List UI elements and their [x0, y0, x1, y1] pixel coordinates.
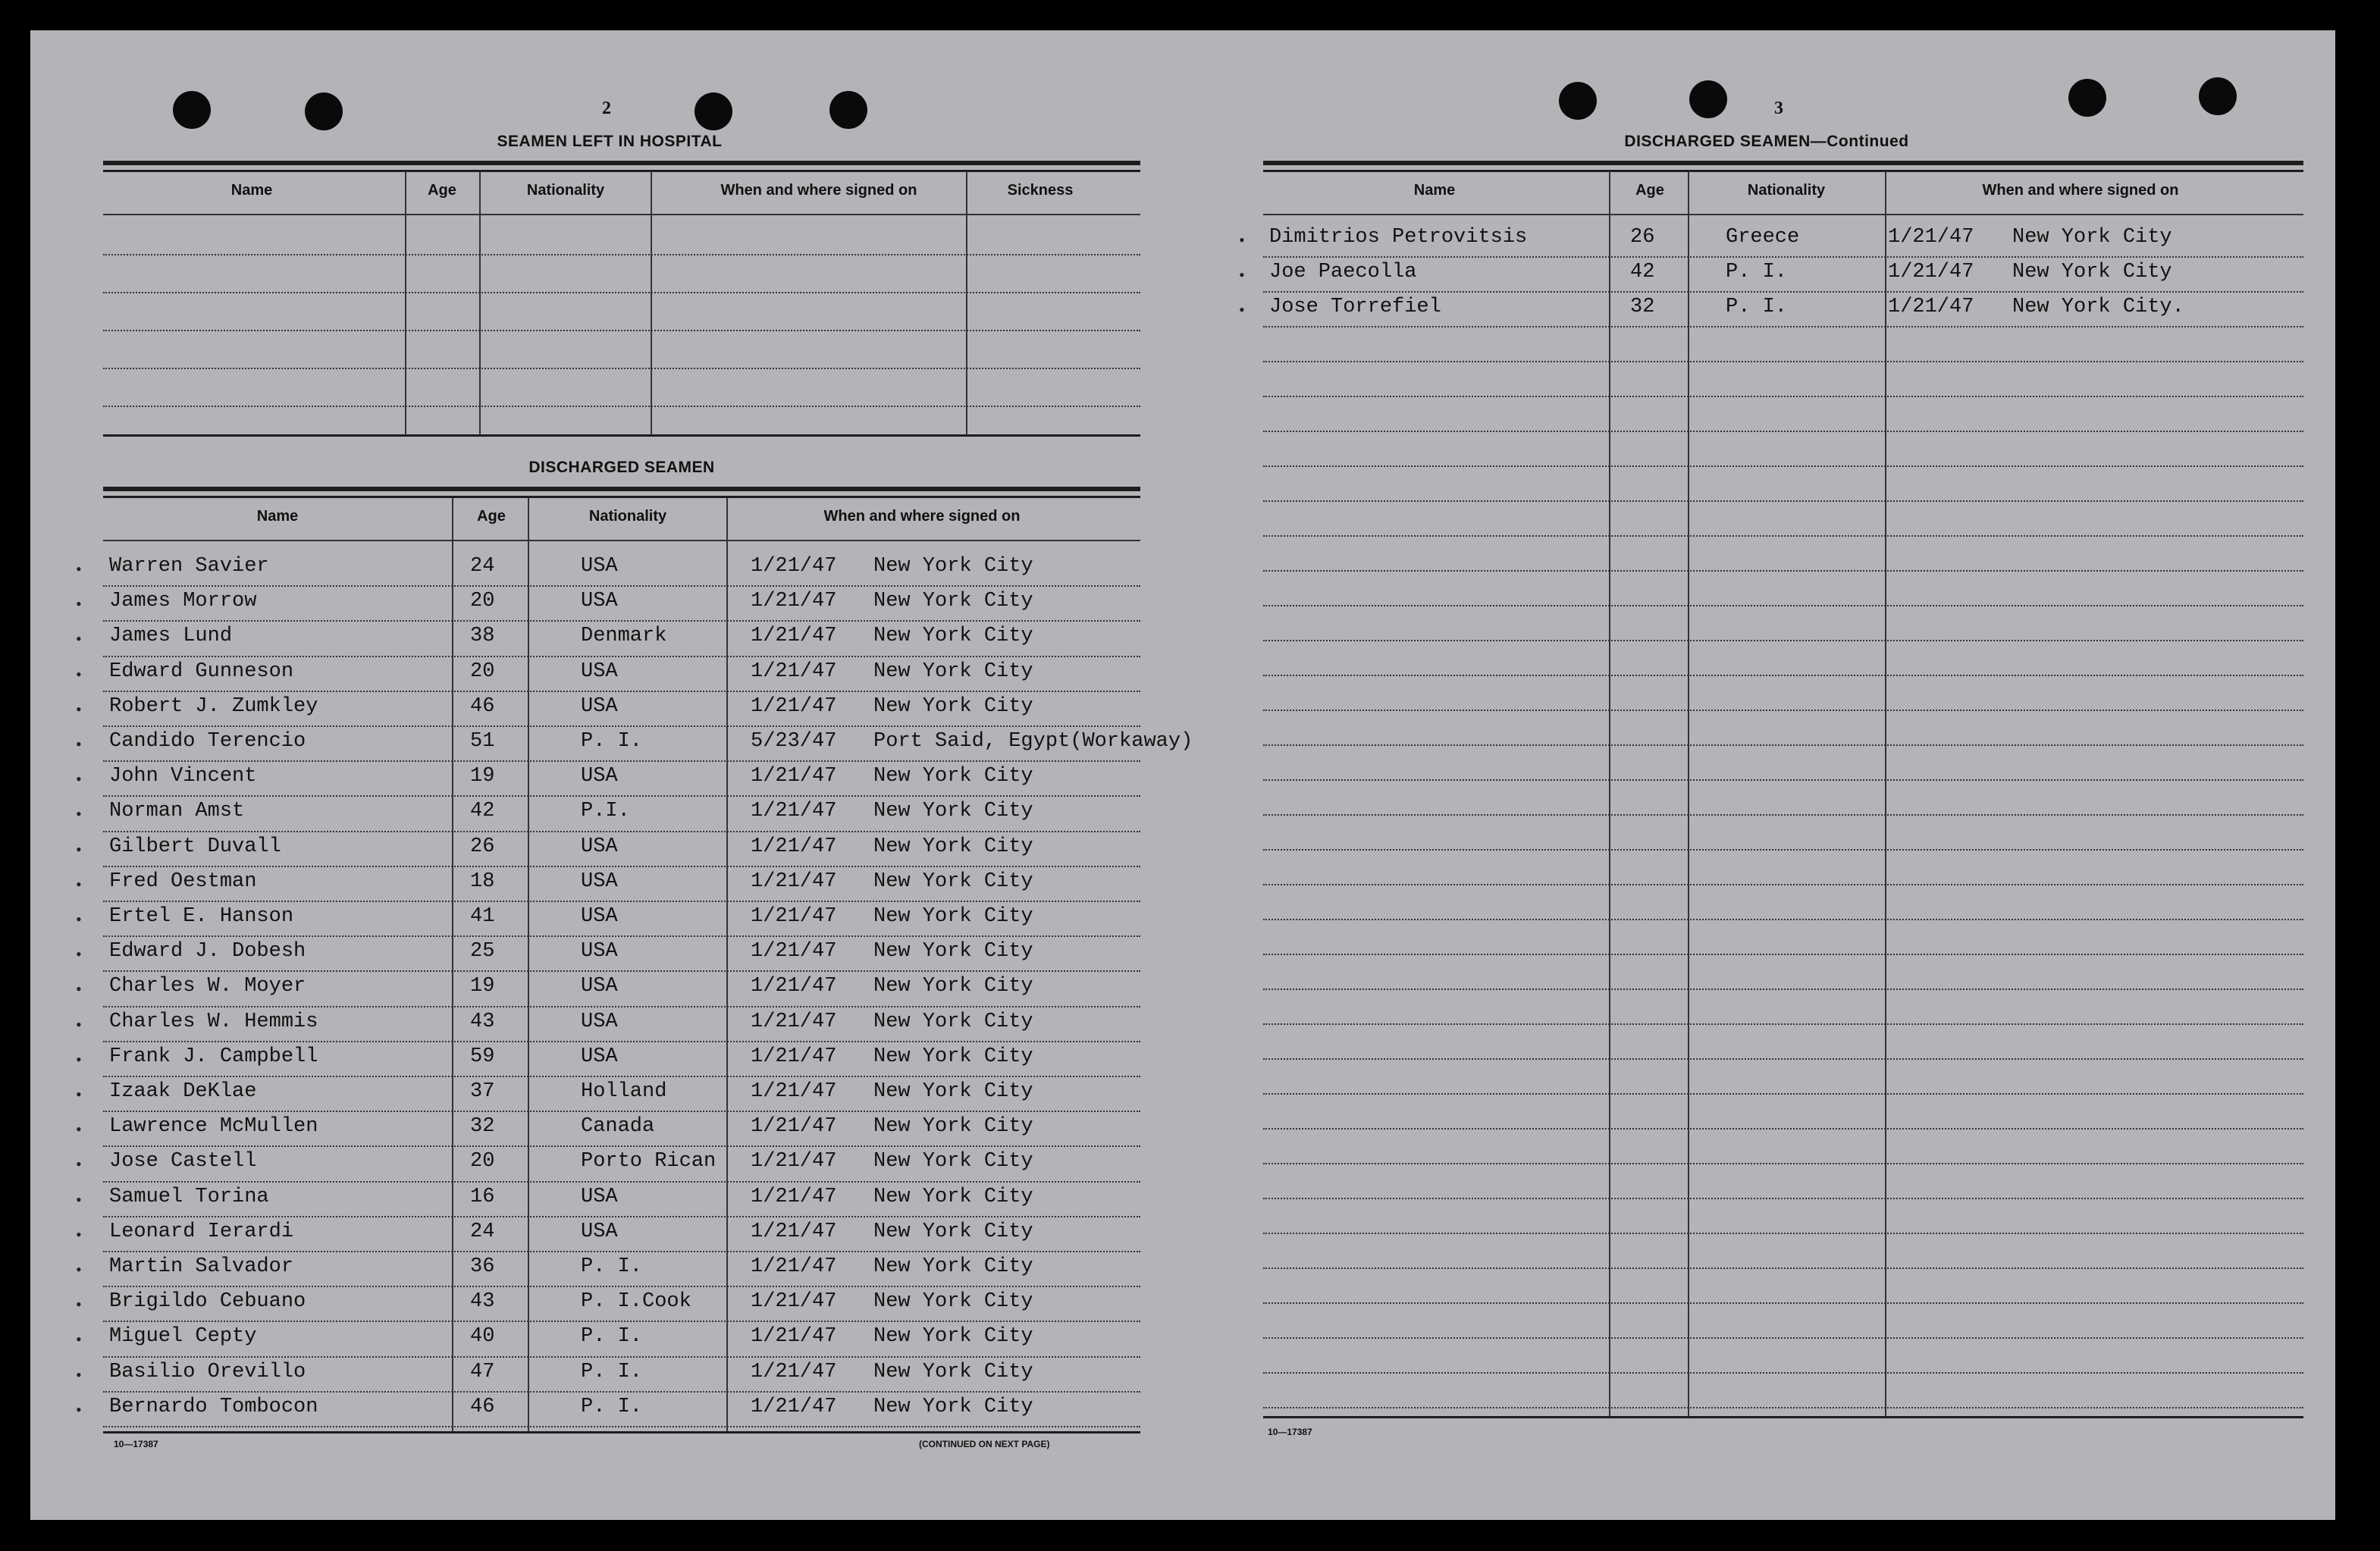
row-line: [103, 585, 1140, 587]
row-tick-mark: •: [76, 1260, 82, 1279]
cell-age: 19: [470, 765, 495, 788]
cell-date: 1/21/47: [751, 1255, 837, 1278]
cell-name: Ertel E. Hanson: [109, 905, 294, 928]
cell-date: 1/21/47: [751, 1290, 837, 1314]
cell-date: 1/21/47: [751, 1185, 837, 1208]
cell-nationality: USA: [581, 905, 618, 928]
cell-date: 1/21/47: [1888, 226, 1974, 249]
cell-name: Warren Savier: [109, 555, 269, 578]
cell-nationality: USA: [581, 1220, 618, 1243]
cell-name: James Lund: [109, 625, 233, 648]
row-line: [103, 292, 1140, 293]
row-tick-mark: •: [76, 629, 82, 649]
row-line: [103, 1111, 1140, 1112]
col-header-age: Age: [477, 508, 506, 525]
cell-name: Charles W. Moyer: [109, 975, 306, 998]
cell-nationality: USA: [581, 765, 618, 788]
cell-date: 1/21/47: [751, 1325, 837, 1349]
cell-nationality: Holland: [581, 1080, 667, 1103]
row-line: [103, 1006, 1140, 1007]
col-divider: [528, 497, 529, 1431]
cell-age: 20: [470, 590, 495, 613]
row-line: [103, 760, 1140, 762]
cell-place: New York City: [873, 1115, 1033, 1139]
cell-nationality: P. I.: [581, 730, 643, 753]
cell-nationality: USA: [581, 1185, 618, 1208]
row-line: [103, 1251, 1140, 1252]
cell-place: New York City: [873, 1255, 1033, 1278]
rule: [103, 496, 1140, 498]
cell-place: New York City: [873, 765, 1033, 788]
cell-nationality: USA: [581, 694, 618, 718]
col-divider: [1609, 171, 1610, 1416]
page-number-left: 2: [602, 99, 611, 118]
cell-place: New York City: [873, 590, 1033, 613]
cell-place: New York City: [873, 1150, 1033, 1173]
cell-age: 18: [470, 870, 495, 893]
cell-name: Brigildo Cebuano: [109, 1290, 306, 1314]
row-line: [1263, 431, 2303, 432]
bottom-rule: [103, 1431, 1140, 1434]
row-line: [1263, 605, 2303, 606]
discharged-section-title: DISCHARGED SEAMEN: [528, 459, 715, 476]
cell-date: 1/21/47: [751, 835, 837, 858]
cell-date: 1/21/47: [751, 765, 837, 788]
row-line: [103, 691, 1140, 692]
row-line: [103, 1286, 1140, 1287]
form-number-right: 10—17387: [1268, 1427, 1312, 1437]
col-divider: [452, 497, 453, 1431]
cell-age: 37: [470, 1080, 495, 1103]
col-header-sickness: Sickness: [1007, 182, 1074, 199]
cell-place: Port Said, Egypt(Workaway): [873, 730, 1193, 753]
row-line: [1263, 849, 2303, 851]
cell-date: 1/21/47: [751, 1150, 837, 1173]
cell-nationality: USA: [581, 975, 618, 998]
cell-name: Martin Salvador: [109, 1255, 294, 1278]
cell-nationality: P. I.Cook: [581, 1290, 691, 1314]
row-line: [1263, 1302, 2303, 1304]
cell-place: New York City: [873, 800, 1033, 823]
cell-date: 1/21/47: [751, 940, 837, 964]
row-tick-mark: •: [76, 1049, 82, 1069]
col-header-name: Name: [1413, 182, 1456, 199]
cell-place: New York City: [873, 1360, 1033, 1383]
cell-date: 1/21/47: [751, 1080, 837, 1103]
cell-nationality: P. I.: [1726, 261, 1788, 284]
cell-name: Gilbert Duvall: [109, 835, 281, 858]
continued-section-title: DISCHARGED SEAMEN—Continued: [1624, 133, 1909, 150]
row-tick-mark: •: [76, 1085, 82, 1104]
cell-name: Edward Gunneson: [109, 660, 294, 683]
cell-name: Frank J. Campbell: [109, 1045, 318, 1068]
cell-place: New York City.: [2012, 296, 2184, 318]
cell-place: New York City: [873, 1290, 1033, 1314]
cell-age: 26: [470, 835, 495, 858]
row-line: [103, 831, 1140, 832]
row-tick-mark: •: [76, 839, 82, 859]
cell-age: 20: [470, 1150, 495, 1173]
cell-date: 1/21/47: [751, 694, 837, 718]
cell-age: 26: [1630, 226, 1655, 249]
cell-date: 1/21/47: [751, 660, 837, 683]
cell-date: 1/21/47: [751, 625, 837, 648]
top-rule: [103, 161, 1140, 165]
col-divider: [1688, 171, 1689, 1416]
row-line: [1263, 291, 2303, 293]
row-tick-mark: •: [76, 1399, 82, 1419]
punch-hole: [695, 92, 732, 130]
row-line: [1263, 361, 2303, 362]
cell-nationality: Porto Rican: [581, 1150, 717, 1173]
cell-place: New York City: [873, 1325, 1033, 1349]
cell-age: 38: [470, 625, 495, 648]
col-divider: [479, 171, 481, 435]
cell-nationality: P. I.: [581, 1360, 643, 1383]
row-line: [1263, 954, 2303, 955]
punch-hole: [2199, 77, 2237, 115]
cell-age: 32: [1630, 296, 1655, 318]
row-line: [103, 1041, 1140, 1042]
cell-age: 46: [470, 1395, 495, 1418]
row-line: [1263, 570, 2303, 572]
row-line: [1263, 326, 2303, 327]
cell-name: James Morrow: [109, 590, 257, 613]
cell-date: 1/21/47: [751, 590, 837, 613]
cell-nationality: Greece: [1726, 226, 1800, 249]
row-line: [1263, 640, 2303, 641]
row-line: [103, 935, 1140, 937]
cell-date: 1/21/47: [751, 870, 837, 893]
row-line: [103, 970, 1140, 972]
row-tick-mark: •: [1239, 300, 1245, 319]
cell-age: 32: [470, 1115, 495, 1139]
header-underline: [1263, 214, 2303, 215]
cell-nationality: USA: [581, 835, 618, 858]
row-line: [103, 254, 1140, 255]
cell-place: New York City: [873, 1185, 1033, 1208]
punch-hole: [2068, 79, 2106, 117]
row-line: [103, 406, 1140, 407]
row-line: [103, 368, 1140, 369]
cell-nationality: USA: [581, 590, 618, 613]
row-tick-mark: •: [76, 735, 82, 754]
cell-age: 36: [470, 1255, 495, 1278]
col-header-nationality: Nationality: [526, 182, 605, 199]
row-line: [1263, 535, 2303, 537]
form-number-left: 10—17387: [114, 1439, 158, 1449]
col-header-signed-on: When and where signed on: [823, 508, 1021, 525]
scanned-document: [30, 30, 2335, 1520]
cell-age: 24: [470, 555, 495, 578]
cell-age: 25: [470, 940, 495, 964]
cell-age: 47: [470, 1360, 495, 1383]
cell-name: Izaak DeKlae: [109, 1080, 257, 1103]
cell-name: Bernardo Tombocon: [109, 1395, 318, 1418]
cell-date: 5/23/47: [751, 730, 837, 753]
row-line: [1263, 1233, 2303, 1234]
row-line: [1263, 500, 2303, 502]
cell-place: New York City: [873, 1220, 1033, 1243]
row-line: [103, 620, 1140, 622]
row-tick-mark: •: [76, 1224, 82, 1244]
row-line: [1263, 884, 2303, 885]
row-tick-mark: •: [76, 664, 82, 684]
cell-age: 46: [470, 694, 495, 718]
rule: [1263, 170, 2303, 172]
row-line: [103, 901, 1140, 902]
col-header-age: Age: [1635, 182, 1664, 199]
row-tick-mark: •: [76, 594, 82, 614]
cell-place: New York City: [873, 555, 1033, 578]
row-line: [103, 1426, 1140, 1427]
row-tick-mark: •: [76, 559, 82, 578]
cell-date: 1/21/47: [1888, 296, 1974, 318]
page-number-right: 3: [1774, 99, 1783, 118]
row-line: [1263, 1128, 2303, 1130]
punch-hole: [173, 91, 211, 129]
cell-name: Leonard Ierardi: [109, 1220, 294, 1243]
row-line: [1263, 1407, 2303, 1408]
row-tick-mark: •: [76, 945, 82, 964]
row-line: [1263, 1198, 2303, 1199]
row-line: [103, 866, 1140, 867]
cell-date: 1/21/47: [751, 1220, 837, 1243]
col-header-signed-on: When and where signed on: [1982, 182, 2179, 199]
cell-name: Fred Oestman: [109, 870, 257, 893]
cell-nationality: USA: [581, 1045, 618, 1068]
col-header-name: Name: [256, 508, 299, 525]
row-line: [103, 1181, 1140, 1183]
row-line: [103, 1356, 1140, 1358]
cell-place: New York City: [873, 835, 1033, 858]
cell-age: 42: [1630, 261, 1655, 284]
bottom-rule: [103, 434, 1140, 437]
cell-nationality: P.I.: [581, 800, 630, 823]
cell-place: New York City: [873, 870, 1033, 893]
row-line: [1263, 744, 2303, 746]
cell-place: New York City: [873, 905, 1033, 928]
cell-date: 1/21/47: [751, 1360, 837, 1383]
col-divider: [405, 171, 406, 435]
cell-date: 1/21/47: [751, 1045, 837, 1068]
row-line: [1263, 814, 2303, 816]
cell-age: 43: [470, 1290, 495, 1314]
cell-age: 42: [470, 800, 495, 823]
cell-place: New York City: [2012, 261, 2172, 284]
row-line: [103, 330, 1140, 331]
cell-nationality: P. I.: [581, 1395, 643, 1418]
cell-nationality: P. I.: [581, 1325, 643, 1349]
cell-date: 1/21/47: [751, 1395, 837, 1418]
cell-place: New York City: [873, 660, 1033, 683]
cell-age: 19: [470, 975, 495, 998]
cell-age: 43: [470, 1010, 495, 1033]
row-tick-mark: •: [76, 1155, 82, 1174]
cell-name: Miguel Cepty: [109, 1325, 257, 1349]
cell-place: New York City: [2012, 226, 2172, 249]
col-divider: [1885, 171, 1886, 1416]
cell-nationality: Canada: [581, 1115, 655, 1139]
cell-name: Robert J. Zumkley: [109, 694, 318, 718]
punch-hole: [1689, 80, 1727, 118]
row-line: [103, 795, 1140, 797]
row-line: [1263, 710, 2303, 711]
cell-nationality: USA: [581, 1010, 618, 1033]
rule: [103, 170, 1140, 172]
cell-age: 59: [470, 1045, 495, 1068]
punch-hole: [305, 92, 343, 130]
cell-nationality: P. I.: [1726, 296, 1788, 318]
header-underline: [103, 540, 1140, 541]
row-line: [1263, 465, 2303, 467]
row-line: [1263, 1372, 2303, 1374]
row-line: [1263, 989, 2303, 990]
row-tick-mark: •: [76, 769, 82, 789]
col-header-name: Name: [230, 182, 273, 199]
col-divider: [726, 497, 728, 1431]
cell-age: 20: [470, 660, 495, 683]
row-tick-mark: •: [76, 1330, 82, 1349]
cell-nationality: Denmark: [581, 625, 667, 648]
col-header-signed-on: When and where signed on: [720, 182, 917, 199]
cell-name: Norman Amst: [109, 800, 245, 823]
top-rule: [1263, 161, 2303, 165]
row-tick-mark: •: [1239, 265, 1245, 284]
cell-age: 41: [470, 905, 495, 928]
row-line: [103, 1076, 1140, 1077]
cell-date: 1/21/47: [751, 555, 837, 578]
cell-place: New York City: [873, 1010, 1033, 1033]
row-tick-mark: •: [76, 910, 82, 929]
cell-nationality: USA: [581, 870, 618, 893]
row-line: [1263, 1023, 2303, 1025]
cell-name: John Vincent: [109, 765, 257, 788]
punch-hole: [829, 91, 867, 129]
cell-name: Jose Torrefiel: [1269, 296, 1441, 318]
row-line: [1263, 1337, 2303, 1339]
cell-place: New York City: [873, 1080, 1033, 1103]
bottom-rule: [1263, 1416, 2303, 1418]
row-line: [103, 1391, 1140, 1393]
row-line: [1263, 675, 2303, 676]
row-line: [103, 1321, 1140, 1322]
row-line: [103, 656, 1140, 657]
row-line: [103, 725, 1140, 727]
row-line: [1263, 1267, 2303, 1269]
row-line: [1263, 1093, 2303, 1095]
cell-name: Candido Terencio: [109, 730, 306, 753]
cell-name: Samuel Torina: [109, 1185, 269, 1208]
cell-date: 1/21/47: [751, 800, 837, 823]
row-line: [1263, 919, 2303, 920]
cell-nationality: P. I.: [581, 1255, 643, 1278]
row-line: [1263, 396, 2303, 397]
cell-date: 1/21/47: [1888, 261, 1974, 284]
row-tick-mark: •: [76, 874, 82, 894]
cell-name: Basilio Orevillo: [109, 1360, 306, 1383]
cell-age: 24: [470, 1220, 495, 1243]
cell-date: 1/21/47: [751, 1010, 837, 1033]
rule: [103, 487, 1140, 491]
cell-nationality: USA: [581, 660, 618, 683]
col-header-nationality: Nationality: [1747, 182, 1826, 199]
cell-name: Dimitrios Petrovitsis: [1269, 226, 1528, 249]
cell-place: New York City: [873, 625, 1033, 648]
cell-date: 1/21/47: [751, 975, 837, 998]
cell-name: Lawrence McMullen: [109, 1115, 318, 1139]
cell-place: New York City: [873, 694, 1033, 718]
cell-age: 16: [470, 1185, 495, 1208]
row-tick-mark: •: [76, 699, 82, 719]
row-line: [103, 1145, 1140, 1147]
punch-hole: [1559, 82, 1597, 120]
continued-note: (CONTINUED ON NEXT PAGE): [919, 1439, 1050, 1449]
row-line: [1263, 1163, 2303, 1164]
row-line: [1263, 256, 2303, 258]
cell-age: 40: [470, 1325, 495, 1349]
cell-age: 51: [470, 730, 495, 753]
row-line: [103, 1216, 1140, 1217]
cell-date: 1/21/47: [751, 905, 837, 928]
col-divider: [966, 171, 967, 435]
col-header-nationality: Nationality: [588, 508, 667, 525]
row-tick-mark: •: [76, 1365, 82, 1384]
row-tick-mark: •: [76, 1295, 82, 1314]
row-tick-mark: •: [76, 1189, 82, 1209]
cell-nationality: USA: [581, 555, 618, 578]
row-tick-mark: •: [76, 804, 82, 824]
cell-place: New York City: [873, 1395, 1033, 1418]
cell-nationality: USA: [581, 940, 618, 964]
cell-place: New York City: [873, 975, 1033, 998]
row-tick-mark: •: [76, 1014, 82, 1034]
cell-place: New York City: [873, 940, 1033, 964]
row-line: [1263, 779, 2303, 781]
cell-name: Charles W. Hemmis: [109, 1010, 318, 1033]
cell-place: New York City: [873, 1045, 1033, 1068]
row-tick-mark: •: [1239, 230, 1245, 249]
cell-name: Jose Castell: [109, 1150, 257, 1173]
row-line: [1263, 1058, 2303, 1060]
col-header-age: Age: [428, 182, 456, 199]
row-tick-mark: •: [76, 979, 82, 999]
row-tick-mark: •: [76, 1120, 82, 1139]
cell-name: Edward J. Dobesh: [109, 940, 306, 964]
col-divider: [651, 171, 652, 435]
header-underline: [103, 214, 1140, 215]
cell-name: Joe Paecolla: [1269, 261, 1417, 284]
cell-date: 1/21/47: [751, 1115, 837, 1139]
hospital-section-title: SEAMEN LEFT IN HOSPITAL: [497, 133, 723, 150]
